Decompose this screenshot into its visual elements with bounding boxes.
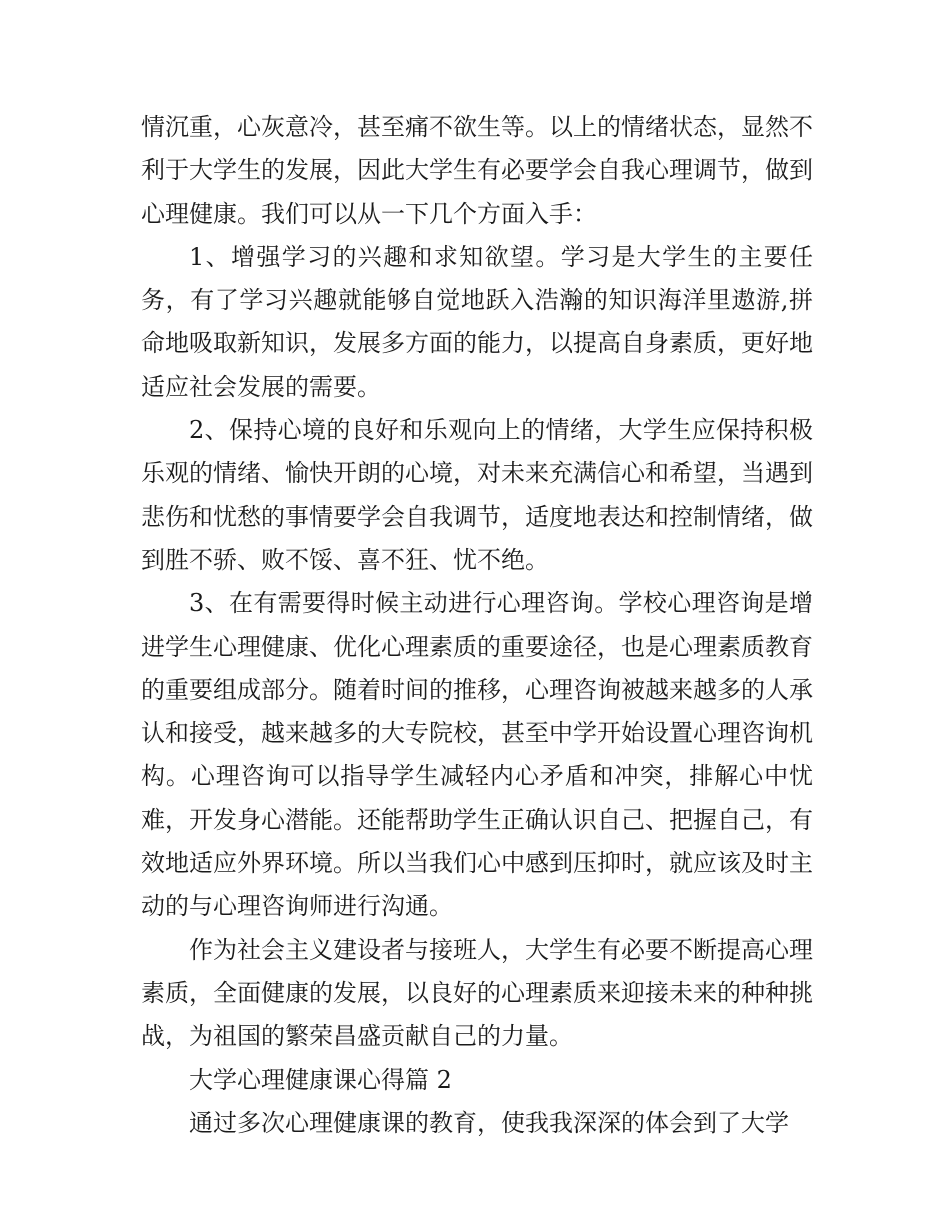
document-body	[141, 106, 813, 1145]
paragraph-section-2-start: 通过多次心理健康课的教育，使我我深深的体会到了大学	[189, 1108, 789, 1137]
paragraph-intro-continuation: 情沉重，心灰意冷，甚至痛不欲生等。以上的情绪状态，显然不利于大学生的发展，因此大学生有必要学会自我心理调节，做到心理健康。我们可以从一下几个方面入手：	[141, 113, 813, 228]
paragraph-point-3: 3、在有需要得时候主动进行心理咨询。学校心理咨询是增进学生心理健康、优化心理素质的重要途径，也是心理素质教育的重要组成部分。随着时间的推移，心理咨询被越来越多的人承认和接受，越来越多的大专院校，甚至中学开始设置心理咨询机构。心理咨询可以指导学生减轻内心矛盾和冲突，排解心中忧难，开发身心潜能。还能帮助学生正确认识自己、把握自己，有效地适应外界环境。所以当我们心中感到压抑时，就应该及时主动的与心理咨询师进行沟通。	[141, 589, 813, 921]
paragraph-point-1: 1、增强学习的兴趣和求知欲望。学习是大学生的主要任务，有了学习兴趣就能够自觉地跃入浩瀚的知识海洋里遨游,拼命地吸取新知识，发展多方面的能力，以提高自身素质，更好地适应社会发展的需要。	[141, 242, 813, 401]
paragraph-point-2: 2、保持心境的良好和乐观向上的情绪，大学生应保持积极乐观的情绪、愉快开朗的心境，对未来充满信心和希望，当遇到悲伤和忧愁的事情要学会自我调节，适度地表达和控制情绪，做到胜不骄、败不馁、喜不狂、忧不绝。	[141, 416, 813, 574]
section-heading: 大学心理健康课心得篇 2	[189, 1065, 452, 1094]
paragraph-conclusion: 作为社会主义建设者与接班人，大学生有必要不断提高心理素质，全面健康的发展，以良好的心理素质来迎接未来的种种挑战，为祖国的繁荣昌盛贡献自己的力量。	[141, 935, 813, 1051]
